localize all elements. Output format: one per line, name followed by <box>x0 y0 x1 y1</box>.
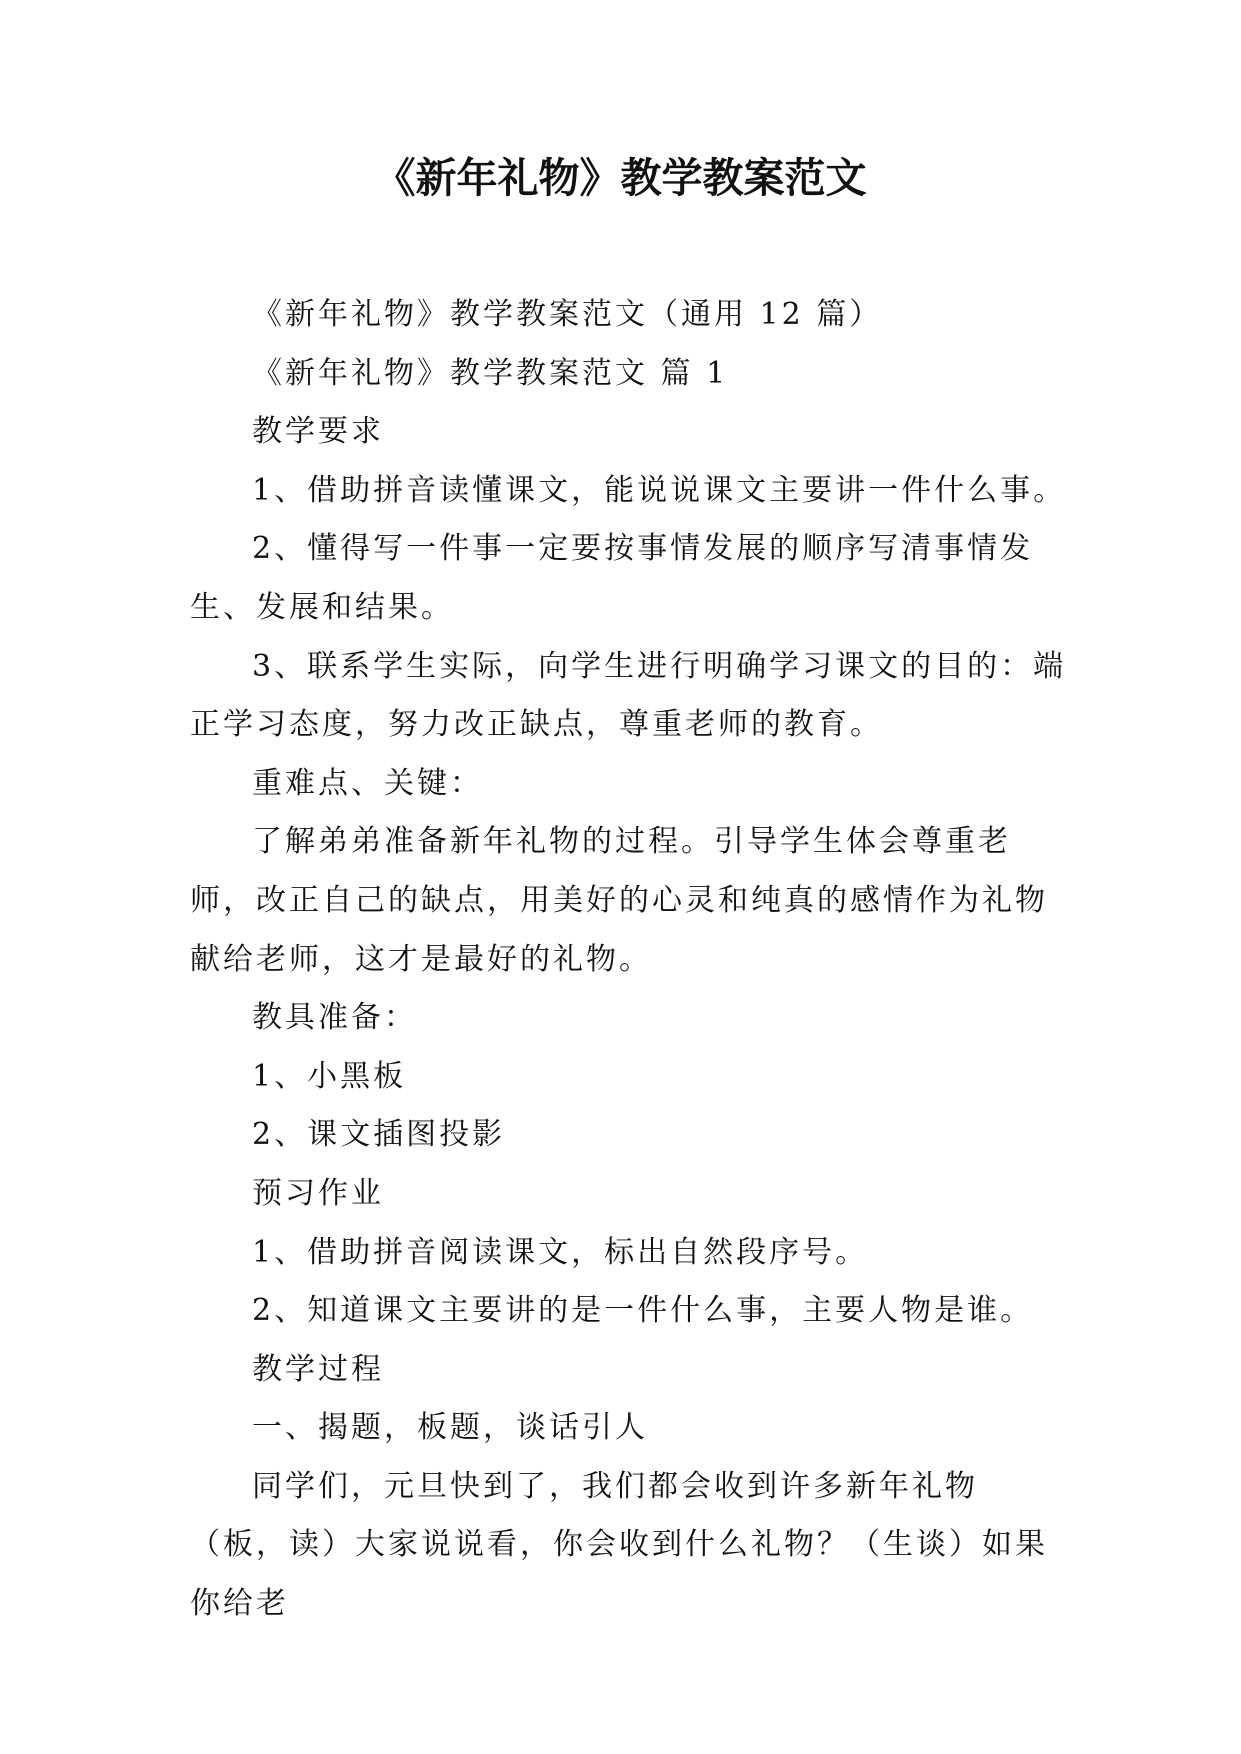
paragraph-heading-teaching-aids: 教具准备： <box>252 1000 417 1036</box>
document-body <box>190 286 1070 1634</box>
paragraph-teaching-aid-1: 1、小黑板 <box>252 1058 407 1094</box>
paragraph-process-intro: 同学们，元旦快到了，我们都会收到许多新年礼物（板，读）大家说说看，你会收到什么礼物？（生谈）如果你给老 <box>190 1468 1048 1622</box>
paragraph-section-heading: 《新年礼物》教学教案范文 篇 1 <box>252 355 729 391</box>
paragraph-preview-1: 1、借助拼音阅读课文，标出自然段序号。 <box>252 1234 869 1270</box>
paragraph-heading-process: 教学过程 <box>252 1351 384 1387</box>
paragraph-subtitle: 《新年礼物》教学教案范文（通用 12 篇） <box>252 297 883 332</box>
paragraph-preview-2: 2、知道课文主要讲的是一件什么事，主要人物是谁。 <box>252 1293 1034 1329</box>
paragraph-key-points: 了解弟弟准备新年礼物的过程。引导学生体会尊重老师，改正自己的缺点，用美好的心灵和纯真的感情作为礼物献给老师，这才是最好的礼物。 <box>190 824 1048 977</box>
document-title: 《新年礼物》教学教案范文 <box>374 154 867 202</box>
paragraph-process-step-1: 一、揭题，板题，谈话引人 <box>252 1410 648 1446</box>
paragraph-requirement-3: 3、联系学生实际，向学生进行明确学习课文的目的：端正学习态度，努力改正缺点，尊重老师的教育。 <box>190 648 1067 743</box>
paragraph-heading-preview: 预习作业 <box>252 1175 384 1211</box>
paragraph-heading-key-points: 重难点、关键： <box>252 765 483 801</box>
paragraph-heading-requirements: 教学要求 <box>252 414 384 450</box>
paragraph-requirement-2: 2、懂得写一件事一定要按事情发展的顺序写清事情发生、发展和结果。 <box>190 531 1034 625</box>
paragraph-teaching-aid-2: 2、课文插图投影 <box>252 1117 506 1153</box>
paragraph-requirement-1: 1、借助拼音读懂课文，能说说课文主要讲一件什么事。 <box>252 472 1067 508</box>
